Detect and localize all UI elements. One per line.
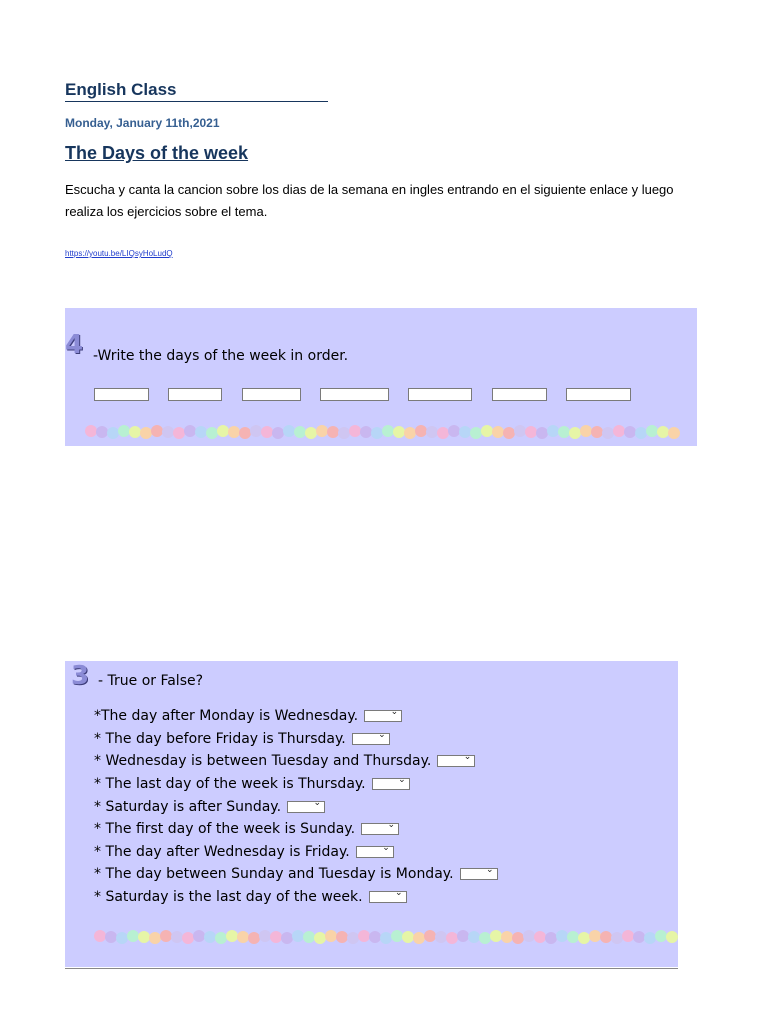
statement-row bbox=[94, 795, 498, 818]
day-input-6[interactable] bbox=[492, 388, 547, 401]
day-input-1[interactable] bbox=[94, 388, 149, 401]
statement-text: *The day after Monday is Wednesday. bbox=[94, 708, 359, 725]
chevron-down-icon: ⌄ bbox=[398, 775, 406, 786]
statement-text: * Saturday is after Sunday. bbox=[94, 798, 282, 815]
title-underline bbox=[65, 101, 328, 102]
dot-decoration bbox=[666, 931, 678, 943]
day-input-5[interactable] bbox=[408, 388, 472, 401]
date: Monday, January 11th,2021 bbox=[65, 116, 220, 130]
statement-row bbox=[94, 863, 498, 886]
youtube-link[interactable]: https://youtu.be/LIQsyHoLudQ bbox=[65, 249, 173, 258]
statement-text: * The day before Friday is Thursday. bbox=[94, 730, 346, 747]
day-input-3[interactable] bbox=[242, 388, 301, 401]
statement-row bbox=[94, 750, 498, 773]
class-title: English Class bbox=[65, 80, 177, 99]
exercise-4-panel bbox=[65, 308, 697, 446]
chevron-down-icon: ⌄ bbox=[463, 752, 472, 763]
true-false-select[interactable] bbox=[437, 752, 475, 767]
statement-row bbox=[94, 886, 498, 909]
true-false-select[interactable] bbox=[356, 842, 394, 858]
day-input-7[interactable] bbox=[566, 388, 631, 401]
true-false-select[interactable] bbox=[372, 775, 410, 790]
chevron-down-icon: ⌄ bbox=[313, 797, 322, 808]
page-heading: The Days of the week bbox=[65, 143, 249, 163]
true-false-select[interactable] bbox=[364, 707, 402, 722]
exercise-3-title: - True or False? bbox=[98, 673, 204, 689]
number-4-icon: 4 bbox=[65, 330, 84, 360]
day-input-2[interactable] bbox=[168, 388, 222, 401]
number-3-icon: 3 bbox=[71, 661, 90, 691]
dot-decoration bbox=[668, 427, 680, 439]
chevron-down-icon: ⌄ bbox=[387, 820, 396, 831]
divider bbox=[65, 968, 678, 969]
day-input-4[interactable] bbox=[320, 388, 389, 401]
true-false-select[interactable] bbox=[369, 888, 407, 903]
statement-row bbox=[94, 841, 498, 864]
true-false-select[interactable] bbox=[361, 820, 399, 835]
instructions-paragraph: Escucha y canta la cancion sobre los dias de la semana en ingles entrando en el siguiente enlace y luego realiza los ejercicios sobre el tema. bbox=[65, 182, 674, 219]
statement-text: * The first day of the week is Sunday. bbox=[94, 821, 356, 838]
exercise-4-title: -Write the days of the week in order. bbox=[93, 348, 349, 364]
true-false-select[interactable] bbox=[352, 729, 390, 745]
chevron-down-icon: ⌄ bbox=[485, 865, 494, 876]
statement-text: * Saturday is the last day of the week. bbox=[94, 889, 363, 906]
statement-row bbox=[94, 818, 498, 841]
chevron-down-icon: ⌄ bbox=[382, 842, 390, 853]
statement-row bbox=[94, 728, 498, 751]
statement-text: * The day between Sunday and Tuesday is Monday. bbox=[94, 866, 454, 883]
statement-row bbox=[94, 773, 498, 796]
decorative-dots bbox=[85, 426, 679, 438]
true-false-select[interactable] bbox=[287, 797, 325, 813]
true-false-select[interactable] bbox=[460, 865, 498, 880]
statement-row bbox=[94, 705, 498, 728]
decorative-dots bbox=[94, 931, 677, 943]
chevron-down-icon: ⌄ bbox=[395, 888, 403, 899]
chevron-down-icon: ⌄ bbox=[378, 729, 386, 740]
chevron-down-icon: ⌄ bbox=[390, 707, 399, 718]
statement-text: * The day after Wednesday is Friday. bbox=[94, 843, 350, 860]
true-false-list bbox=[94, 705, 498, 908]
statement-text: * Wednesday is between Tuesday and Thursday. bbox=[94, 753, 432, 770]
statement-text: * The last day of the week is Thursday. bbox=[94, 776, 366, 793]
